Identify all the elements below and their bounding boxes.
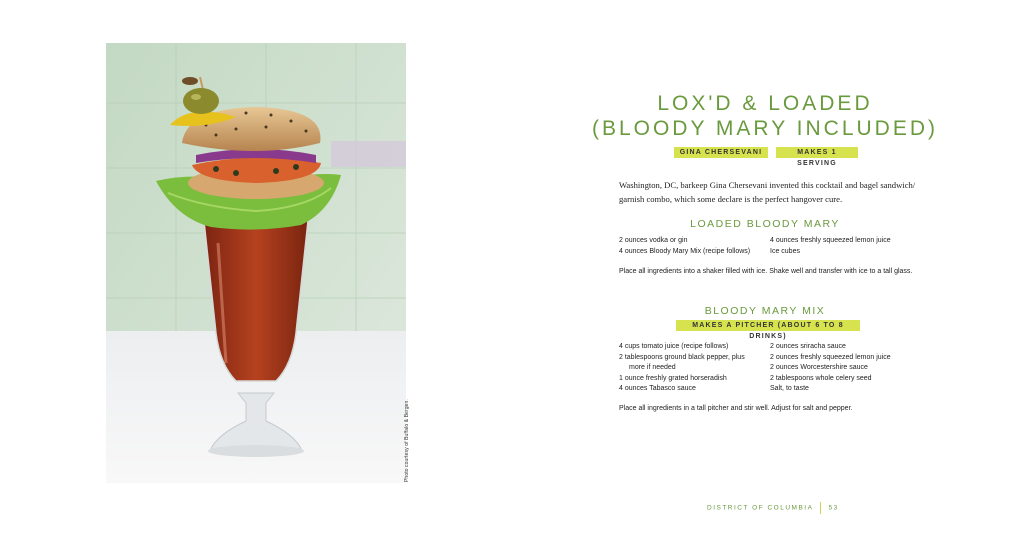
footer-divider — [820, 502, 821, 514]
ingredient-item: 2 tablespoons ground black pepper, plus — [619, 353, 745, 361]
pitcher-tag: MAKES A PITCHER (ABOUT 6 TO 8 DRINKS) — [676, 320, 860, 331]
page-footer — [707, 502, 839, 514]
ingredient-item: 4 cups tomato juice (recipe follows) — [619, 343, 729, 350]
intro-text: Washington, DC, barkeep Gina Chersevani invented this cocktail and bagel sandwich/ garnish combo, which some declare is the perfect hangover cure. — [619, 180, 916, 204]
ingredient-item: Ice cubes — [770, 247, 800, 255]
recipe-title-line-1: LOX'D & LOADED — [657, 92, 873, 115]
cocktail-photo — [106, 43, 406, 483]
recipe-title — [590, 91, 940, 141]
directions-text-1: Place all ingredients into a shaker filled with ice. Shake well and transfer with ice to a tall glass. — [619, 268, 913, 275]
page-number: 53 — [828, 504, 839, 512]
ingredients-list-left-1 — [619, 236, 750, 257]
serving-tag: MAKES 1 SERVING — [776, 147, 858, 158]
ingredient-item: 2 ounces vodka or gin — [619, 237, 688, 244]
directions-text-2: Place all ingredients in a tall pitcher and stir well. Adjust for salt and pepper. — [619, 405, 853, 412]
ingredients-list-left-2 — [619, 342, 745, 395]
section-heading-bloody-mary-mix: BLOODY MARY MIX — [704, 305, 826, 317]
ingredient-item: 4 ounces Tabasco sauce — [619, 385, 696, 392]
ingredient-item: 1 ounce freshly grated horseradish — [619, 374, 727, 382]
ingredient-item: 4 ounces freshly squeezed lemon juice — [770, 237, 891, 244]
footer-section-name: DISTRICT OF COLUMBIA — [707, 504, 814, 512]
ingredient-item: Salt, to taste — [770, 385, 809, 392]
ingredients-list-right-2 — [770, 342, 891, 395]
ingredient-item: 2 tablespoons whole celery seed — [770, 374, 872, 382]
bloody-mary-bagel-illustration — [106, 43, 406, 483]
ingredient-item-continued: more if needed — [629, 364, 676, 371]
ingredients-list-right-1 — [770, 236, 891, 257]
photo-credit: Photo courtesy of Buffalo & Bergen. — [404, 399, 410, 482]
ingredient-item: 2 ounces sriracha sauce — [770, 343, 846, 350]
ingredient-item: 2 ounces Worcestershire sauce — [770, 364, 868, 371]
section-heading-loaded-bloody-mary: LOADED BLOODY MARY — [690, 218, 840, 230]
ingredient-item: 2 ounces freshly squeezed lemon juice — [770, 353, 891, 361]
ingredient-item: 4 ounces Bloody Mary Mix (recipe follows) — [619, 247, 751, 255]
author-tag: GINA CHERSEVANI — [674, 147, 768, 158]
recipe-title-line-2: (BLOODY MARY INCLUDED) — [591, 117, 939, 140]
